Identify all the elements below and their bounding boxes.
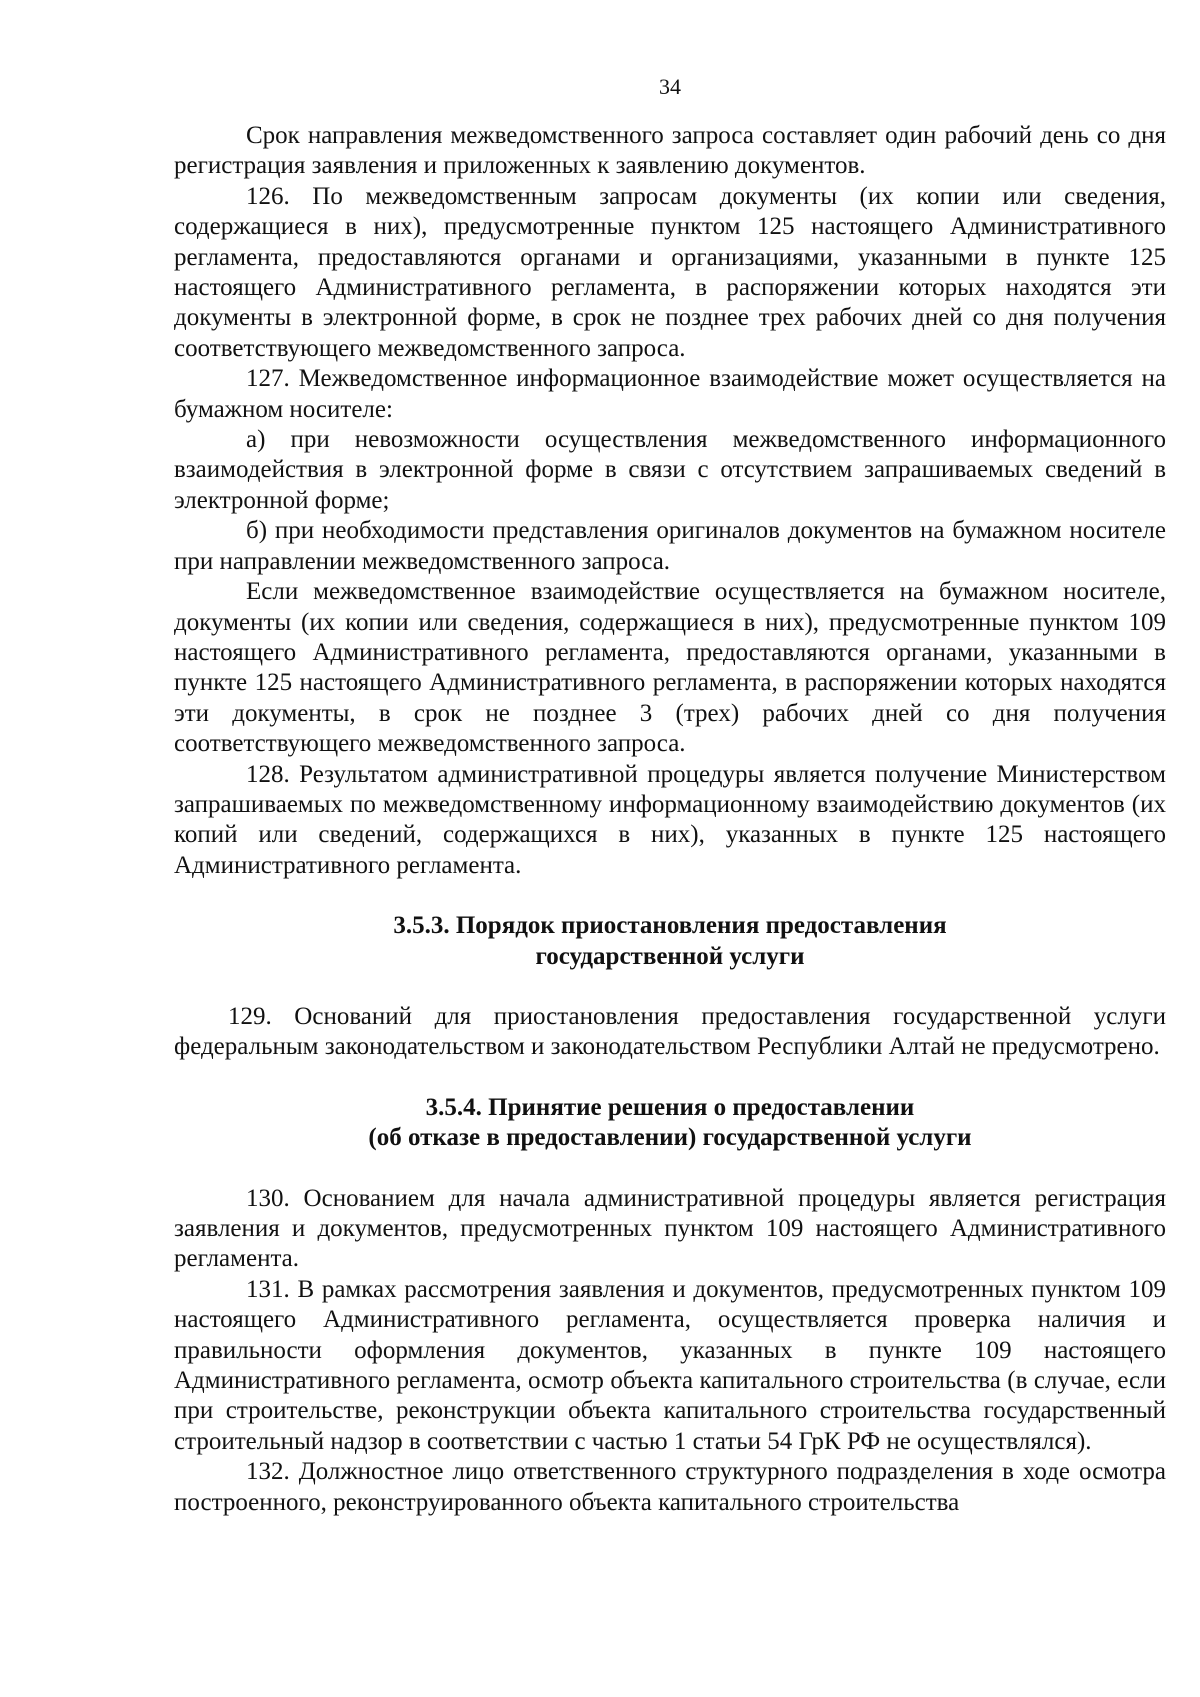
paragraph-130: 130. Основанием для начала административной процедуры является регистрация заявления и документов, предусмотренных пунктом 109 настоящего Административного регламента. bbox=[174, 1184, 1166, 1273]
paragraph-132: 132. Должностное лицо ответственного структурного подразделения в ходе осмотра построенного, реконструированного объекта капитального строительства bbox=[174, 1458, 1166, 1516]
paragraph-127: 127. Межведомственное информационное взаимодействие может осуществляется на бумажном носителе: bbox=[174, 365, 1166, 423]
paragraph-128: 128. Результатом административной процедуры является получение Министерством запрашиваемых по межведомственному информационному взаимодействию документов (их копий или сведений, содержащихся в них), указанных в пункте 125 настоящего Административного регламента. bbox=[174, 760, 1166, 879]
paragraph-paper-interaction: Если межведомственное взаимодействие осуществляется на бумажном носителе, документы (их копии или сведения, содержащиеся в них), предусмотренные пунктом 109 настоящего Административного регламента, предоставляются органами, указанными в пункте 125 настоящего Административного регламента, в распоряжении которых находятся эти документы, в срок не позднее 3 (трех) рабочих дней со дня получения соответствующего межведомственного запроса. bbox=[174, 578, 1166, 758]
paragraph-129: 129. Оснований для приостановления предоставления государственной услуги федеральным законодательством и законодательством Республики Алтай не предусмотрено. bbox=[174, 1002, 1166, 1061]
document-body bbox=[174, 121, 1166, 1518]
spacer bbox=[174, 972, 1166, 1002]
page-number: 34 bbox=[659, 74, 681, 99]
section-heading-3-5-3-line1: 3.5.3. Порядок приостановления предоставления bbox=[393, 912, 947, 940]
section-heading-3-5-4-line2: (об отказе в предоставлении) государственной услуги bbox=[368, 1124, 972, 1152]
paragraph-127-b: б) при необходимости представления оригиналов документов на бумажном носителе при направлении межведомственного запроса. bbox=[174, 517, 1166, 575]
section-heading-3-5-4 bbox=[174, 1093, 1166, 1154]
paragraph-126: 126. По межведомственным запросам документы (их копии или сведения, содержащиеся в них), предусмотренные пунктом 125 настоящего Административного регламента, предоставляются органами и организациями, указанными в пункте 125 настоящего Административного регламента, в распоряжении которых находятся эти документы в электронной форме, в срок не позднее трех рабочих дней со дня получения соответствующего межведомственного запроса. bbox=[174, 182, 1166, 362]
spacer bbox=[174, 1063, 1166, 1093]
paragraph-127-a: а) при невозможности осуществления межведомственного информационного взаимодействия в электронной форме в связи с отсутствием запрашиваемых сведений в электронной форме; bbox=[174, 426, 1166, 514]
section-heading-3-5-3-line2: государственной услуги bbox=[535, 942, 805, 970]
paragraph-deadline: Срок направления межведомственного запроса составляет один рабочий день со дня регистрация заявления и приложенных к заявлению документов. bbox=[174, 122, 1166, 180]
spacer bbox=[174, 1154, 1166, 1184]
section-heading-3-5-3 bbox=[174, 911, 1166, 972]
paragraph-131: 131. В рамках рассмотрения заявления и документов, предусмотренных пунктом 109 настоящего Административного регламента, осуществляется проверка наличия и правильности оформления документов, указанных в пункте 109 настоящего Административного регламента, осмотр объекта капитального строительства (в случае, если при строительстве, реконструкции объекта капитального строительства государственный строительный надзор в соответствии с частью 1 статьи 54 ГрК РФ не осуществлялся). bbox=[174, 1275, 1166, 1455]
section-heading-3-5-4-line1: 3.5.4. Принятие решения о предоставлении bbox=[425, 1093, 915, 1121]
spacer bbox=[174, 881, 1166, 911]
